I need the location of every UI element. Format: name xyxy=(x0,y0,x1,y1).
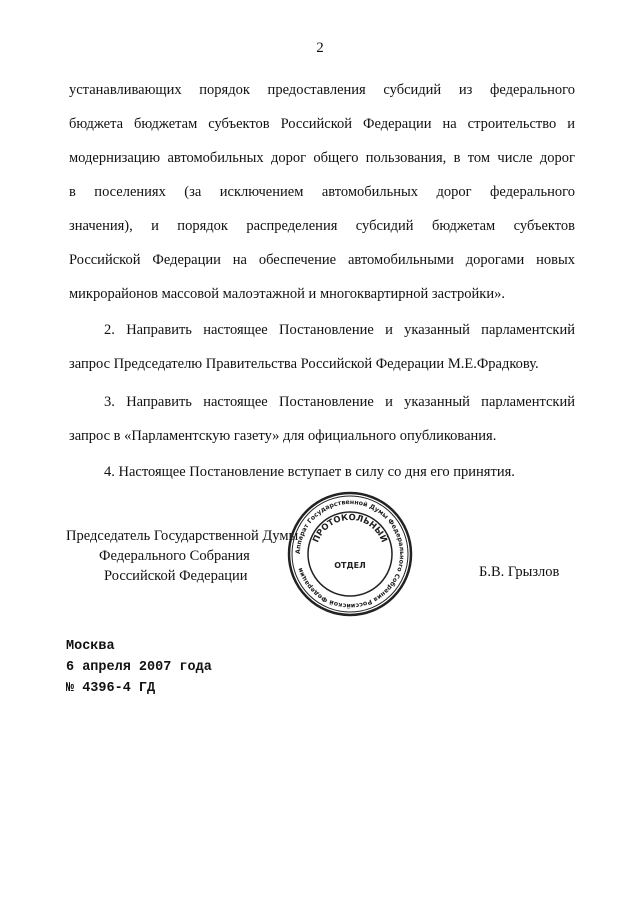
document-footer xyxy=(66,636,212,699)
body-line: 3. Направить настоящее Постановление и указанный парламентский xyxy=(104,394,575,410)
signatory-title xyxy=(66,526,298,586)
official-seal xyxy=(286,490,414,618)
body-line: запрос Председателю Правительства Российской Федерации М.Е.Фрадкову. xyxy=(69,356,539,372)
body-line: модернизацию автомобильных дорог общего пользования, в том числе дорог xyxy=(69,150,575,166)
signatory-title-line2: Федерального Собрания xyxy=(99,548,250,564)
body-line: 4. Настоящее Постановление вступает в силу со дня его принятия. xyxy=(104,464,515,480)
seal-ring-text: Аппарат Государственной Думы Федерального Собрания Российской Федерации xyxy=(294,498,406,610)
seal-center-bottom-text: ОТДЕЛ xyxy=(334,561,366,570)
body-line: запрос в «Парламентскую газету» для официального опубликования. xyxy=(69,428,497,444)
signatory-title-line3: Российской Федерации xyxy=(104,568,248,584)
body-line: в поселениях (за исключением автомобильных дорог федерального xyxy=(69,184,575,200)
footer-date: 6 апреля 2007 года xyxy=(66,660,212,675)
body-line: микрорайонов массовой малоэтажной и многоквартирной застройки». xyxy=(69,286,505,302)
page-number: 2 xyxy=(316,40,324,56)
footer-city: Москва xyxy=(66,639,115,654)
body-line: значения), и порядок распределения субсидий бюджетам субъектов xyxy=(69,218,575,234)
seal-center-top-text: ПРОТОКОЛЬНЫЙ xyxy=(311,512,389,545)
body-line: 2. Направить настоящее Постановление и указанный парламентский xyxy=(104,322,575,338)
signatory-name: Б.В. Грызлов xyxy=(479,564,560,580)
footer-number: № 4396-4 ГД xyxy=(66,681,156,696)
body-line: Российской Федерации на обеспечение автомобильными дорогами новых xyxy=(69,252,575,268)
body-line: устанавливающих порядок предоставления субсидий из федерального xyxy=(69,82,575,98)
svg-text:ПРОТОКОЛЬНЫЙ xyxy=(311,513,390,544)
signatory-title-line1: Председатель Государственной Думы xyxy=(66,528,299,544)
body-line: бюджета бюджетам субъектов Российской Федерации на строительство и xyxy=(69,116,575,132)
